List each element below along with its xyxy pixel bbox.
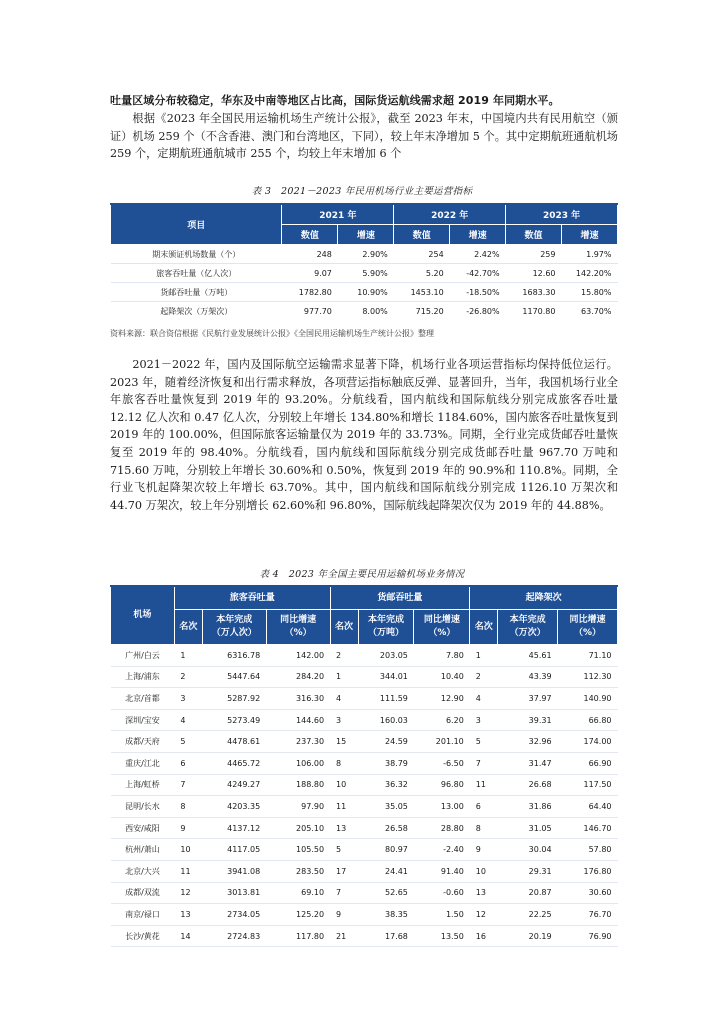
- table-cell: 21: [330, 925, 358, 947]
- table-cell: 37.97: [498, 688, 558, 710]
- table-cell: 5.20: [394, 264, 450, 283]
- table-cell: 3: [174, 688, 202, 710]
- table4-rank-header: 名次: [470, 610, 498, 645]
- table-cell: 31.05: [498, 817, 558, 839]
- table-cell: 4: [470, 688, 498, 710]
- table-cell: 11: [330, 796, 358, 818]
- table-cell: 63.70%: [562, 302, 618, 321]
- table-row: [111, 839, 618, 861]
- table-cell: 9.07: [282, 264, 338, 283]
- table-cell: 1170.80: [506, 302, 562, 321]
- table-cell: 71.10: [558, 645, 618, 667]
- table-cell: 316.30: [266, 688, 330, 710]
- table-cell: 31.47: [498, 752, 558, 774]
- table-cell: 7: [470, 752, 498, 774]
- paragraph-airport-count: [110, 110, 618, 163]
- table-cell: 2.42%: [474, 249, 500, 259]
- table-cell: 1683.30: [506, 283, 562, 302]
- table-cell: 10: [330, 774, 358, 796]
- table-cell: 203.05: [358, 645, 414, 667]
- table3-sub-header: 增速: [338, 225, 394, 245]
- table-cell: 4: [174, 709, 202, 731]
- table-cell: 26.58: [358, 817, 414, 839]
- table-cell: 4478.61: [202, 731, 266, 753]
- table-cell: 24.41: [358, 860, 414, 882]
- table-cell: 9: [470, 839, 498, 861]
- airport-name: 重庆/江北: [111, 752, 175, 774]
- table-cell: 97.90: [266, 796, 330, 818]
- table-cell: 4203.35: [202, 796, 266, 818]
- table-cell: 16: [470, 925, 498, 947]
- table-cell: -2.40: [414, 839, 470, 861]
- airport-name: 长沙/黄花: [111, 925, 175, 947]
- table-cell: 22.25: [498, 904, 558, 926]
- table3-sub-header: 增速: [562, 225, 618, 245]
- airport-name: 广州/白云: [111, 645, 175, 667]
- table-cell: 12.60: [506, 264, 562, 283]
- table-cell: 5287.92: [202, 688, 266, 710]
- row-label: 期末颁证机场数量（个）: [152, 249, 241, 259]
- table-row: [111, 302, 618, 321]
- table-cell: 30.04: [498, 839, 558, 861]
- table-cell: 9: [174, 817, 202, 839]
- table-cell: 176.80: [558, 860, 618, 882]
- table-cell: 1: [174, 645, 202, 667]
- table-row: [111, 264, 618, 283]
- table-cell: 5273.49: [202, 709, 266, 731]
- table4-rank-header: 名次: [330, 610, 358, 645]
- table-cell: 26.68: [498, 774, 558, 796]
- table-cell: 12: [470, 904, 498, 926]
- table-cell: 188.80: [266, 774, 330, 796]
- table-cell: 8: [470, 817, 498, 839]
- table-cell: 4249.27: [202, 774, 266, 796]
- paragraph-text: 2021－2022 年，国内及国际航空运输需求显著下降，机场行业各项运营指标均保持低位运行。2023 年，随着经济恢复和出行需求释放，各项营运指标触底反弹、显著回升，当年，我国机场行业全年旅客吞吐量恢复到 2019 年的 93.20%。分航线看，国内航线和国际航线分别完成旅客吞吐量 12.12 亿人次和 0.47 亿人次，分别较上年增长 134.80%和增长 1184.60%，国内旅客吞吐量恢复到 2019 年的 100.00%，但国际旅客运输量仅为 2019 年的 33.73%。同期，全行业完成货邮吞吐量恢复至 2019 年的 98.40%。分航线看，国内航线和国际航线分别完成货邮吞吐量 967.70 万吨和 715.60 万吨，分别较上年增长 30.60%和 0.50%，恢复到 2019 年的 90.9%和 110.8%。同期，全行业飞机起降架次较上年增长 63.70%。其中，国内航线和国际航线分别完成 1126.10 万架次和 44.70 万架次，较上年分别增长 62.60%和 96.80%，国际航线起降架次仅为 2019 年的 44.88%。: [110, 358, 618, 512]
- table-cell: 57.80: [558, 839, 618, 861]
- table-cell: 8: [174, 796, 202, 818]
- table-row: [111, 731, 618, 753]
- table-cell: 4: [330, 688, 358, 710]
- table-cell: 69.10: [266, 882, 330, 904]
- table-cell: 5447.64: [202, 666, 266, 688]
- table-row: [111, 752, 618, 774]
- table-row: [111, 882, 618, 904]
- table-cell: 52.65: [358, 882, 414, 904]
- airport-name: 成都/双流: [111, 882, 175, 904]
- table-cell: 13.00: [414, 796, 470, 818]
- airport-name: 昆明/长水: [111, 796, 175, 818]
- table-cell: 4465.72: [202, 752, 266, 774]
- table-cell: 117.80: [266, 925, 330, 947]
- table-cell: -42.70%: [450, 264, 506, 283]
- table-cell: 64.40: [558, 796, 618, 818]
- table-cell: 76.90: [558, 925, 618, 947]
- table-cell: 14: [174, 925, 202, 947]
- table3-operating-indicators: [110, 203, 618, 320]
- table-cell: 2.90%: [362, 249, 388, 259]
- table-cell: 1.97%: [586, 249, 612, 259]
- table4-sub-header: 本年完成 （万吨）: [358, 610, 414, 645]
- table-cell: 259: [540, 249, 556, 259]
- table-row: [111, 796, 618, 818]
- table-cell: 11: [174, 860, 202, 882]
- table-cell: 4117.05: [202, 839, 266, 861]
- table-cell: 7: [174, 774, 202, 796]
- table-cell: 80.97: [358, 839, 414, 861]
- table-cell: 1782.80: [282, 283, 338, 302]
- table-cell: 36.32: [358, 774, 414, 796]
- table-cell: 17: [330, 860, 358, 882]
- table-cell: 4137.12: [202, 817, 266, 839]
- table-cell: 1.50: [414, 904, 470, 926]
- table-cell: 30.60: [558, 882, 618, 904]
- table-cell: -6.50: [414, 752, 470, 774]
- table-row: [111, 645, 618, 667]
- table-cell: 146.70: [558, 817, 618, 839]
- table-cell: 10: [470, 860, 498, 882]
- table4-caption: 表 4 2023 年全国主要民用运输机场业务情况: [259, 569, 465, 580]
- table-cell: 111.59: [358, 688, 414, 710]
- table-cell: 13.50: [414, 925, 470, 947]
- table-cell: 66.80: [558, 709, 618, 731]
- table-cell: 144.60: [266, 709, 330, 731]
- table-cell: 205.10: [266, 817, 330, 839]
- airport-name: 杭州/萧山: [111, 839, 175, 861]
- table-cell: 20.87: [498, 882, 558, 904]
- table4-sub-header: 同比增速 （%）: [558, 610, 618, 645]
- table-cell: 112.30: [558, 666, 618, 688]
- table-cell: 12.90: [414, 688, 470, 710]
- table-cell: 5: [470, 731, 498, 753]
- table-cell: 3941.08: [202, 860, 266, 882]
- table3-year-header: 2022 年: [394, 204, 506, 225]
- table-cell: 3013.81: [202, 882, 266, 904]
- table-cell: 117.50: [558, 774, 618, 796]
- table-cell: 29.31: [498, 860, 558, 882]
- table-cell: 715.20: [394, 302, 450, 321]
- table-cell: 2: [330, 645, 358, 667]
- table-cell: 7.80: [414, 645, 470, 667]
- table-cell: 38.35: [358, 904, 414, 926]
- table-cell: 15: [330, 731, 358, 753]
- row-label: 旅客吞吐量（亿人次）: [111, 264, 282, 283]
- table3-item-header: 项目: [111, 204, 282, 245]
- table-cell: 3: [470, 709, 498, 731]
- table-cell: 10.40: [414, 666, 470, 688]
- table-cell: 9: [330, 904, 358, 926]
- table4-rank-header: 名次: [174, 610, 202, 645]
- table-row: [111, 283, 618, 302]
- table4-body: [111, 645, 618, 947]
- table-cell: 17.68: [358, 925, 414, 947]
- row-label: 起降架次（万架次）: [111, 302, 282, 321]
- table4-group-header: 货邮吞吐量: [330, 586, 470, 610]
- table4-airport-header: 机场: [111, 586, 175, 645]
- table-cell: 96.80: [414, 774, 470, 796]
- table3-sub-header: 数值: [282, 225, 338, 245]
- table-cell: 76.70: [558, 904, 618, 926]
- table-cell: 39.31: [498, 709, 558, 731]
- table-cell: 32.96: [498, 731, 558, 753]
- airport-name: 深圳/宝安: [111, 709, 175, 731]
- table3-sub-header: 增速: [450, 225, 506, 245]
- table-cell: 344.01: [358, 666, 414, 688]
- table-cell: 160.03: [358, 709, 414, 731]
- table-cell: 8.00%: [338, 302, 394, 321]
- table-cell: 5.90%: [338, 264, 394, 283]
- table-cell: 105.50: [266, 839, 330, 861]
- table-cell: 2: [470, 666, 498, 688]
- table-row: [111, 688, 618, 710]
- table-cell: 6: [470, 796, 498, 818]
- paragraph-traffic-recovery: [110, 356, 618, 514]
- table3-year-header: 2023 年: [506, 204, 618, 225]
- table-cell: 142.20%: [562, 264, 618, 283]
- table-row: [111, 925, 618, 947]
- table-row: [111, 860, 618, 882]
- table4-sub-header: 同比增速 （%）: [414, 610, 470, 645]
- table-cell: 248: [316, 249, 332, 259]
- table-cell: 6316.78: [202, 645, 266, 667]
- table-row: [111, 817, 618, 839]
- table-cell: -26.80%: [450, 302, 506, 321]
- table-cell: 15.80%: [562, 283, 618, 302]
- table-cell: 28.80: [414, 817, 470, 839]
- airport-name: 北京/大兴: [111, 860, 175, 882]
- table-row: [111, 245, 618, 264]
- table-row: [111, 709, 618, 731]
- table-cell: 10: [174, 839, 202, 861]
- table-cell: 31.86: [498, 796, 558, 818]
- airport-name: 成都/天府: [111, 731, 175, 753]
- row-label: 货邮吞吐量（万吨）: [111, 283, 282, 302]
- table4-major-airports: [110, 585, 618, 947]
- table4-group-header: 旅客吞吐量: [174, 586, 330, 610]
- table-cell: 2724.83: [202, 925, 266, 947]
- table-cell: 12: [174, 882, 202, 904]
- table-cell: 10.90%: [338, 283, 394, 302]
- table3-caption: 表 3 2021－2023 年民用机场行业主要运营指标: [251, 186, 473, 197]
- table-cell: -18.50%: [450, 283, 506, 302]
- table3-sub-header: 数值: [394, 225, 450, 245]
- airport-name: 南京/禄口: [111, 904, 175, 926]
- table-cell: 174.00: [558, 731, 618, 753]
- table-cell: 7: [330, 882, 358, 904]
- table4-sub-header: 本年完成 （万次）: [498, 610, 558, 645]
- table3-year-header: 2021 年: [282, 204, 394, 225]
- table-cell: -0.60: [414, 882, 470, 904]
- table-cell: 3: [330, 709, 358, 731]
- table-row: [111, 666, 618, 688]
- table-cell: 140.90: [558, 688, 618, 710]
- table3-source-note: 资料来源：联合资信根据《民航行业发展统计公报》《全国民用运输机场生产统计公报》整理: [110, 329, 434, 338]
- table-cell: 20.19: [498, 925, 558, 947]
- table-cell: 125.20: [266, 904, 330, 926]
- table-cell: 237.30: [266, 731, 330, 753]
- table4-group-header: 起降架次: [470, 586, 618, 610]
- table-cell: 254: [428, 249, 444, 259]
- table-cell: 66.90: [558, 752, 618, 774]
- airport-name: 西安/咸阳: [111, 817, 175, 839]
- table-cell: 6: [174, 752, 202, 774]
- table-cell: 43.39: [498, 666, 558, 688]
- table4-sub-header: 同比增速 （%）: [266, 610, 330, 645]
- table-cell: 35.05: [358, 796, 414, 818]
- table-cell: 13: [330, 817, 358, 839]
- table-row: [111, 904, 618, 926]
- table-cell: 1453.10: [394, 283, 450, 302]
- table-cell: 1: [330, 666, 358, 688]
- table-cell: 977.70: [282, 302, 338, 321]
- table3-sub-header: 数值: [506, 225, 562, 245]
- table-cell: 45.61: [498, 645, 558, 667]
- table-cell: 8: [330, 752, 358, 774]
- table-cell: 283.50: [266, 860, 330, 882]
- section-heading: 吐量区域分布较稳定，华东及中南等地区占比高，国际货运航线需求超 2019 年同期水平。: [110, 94, 560, 107]
- table-cell: 24.59: [358, 731, 414, 753]
- table-cell: 2: [174, 666, 202, 688]
- table-cell: 91.40: [414, 860, 470, 882]
- table4-sub-header: 本年完成 （万人次）: [202, 610, 266, 645]
- paragraph-text: 根据《2023 年全国民用运输机场生产统计公报》，截至 2023 年末，中国境内共有民用航空（颁证）机场 259 个（不含香港、澳门和台湾地区，下同），较上年末净增加 5 个。其中定期航班通航机场 259 个，定期航班通航城市 255 个，均较上年末增加 6 个: [110, 112, 618, 161]
- table-cell: 13: [470, 882, 498, 904]
- airport-name: 上海/浦东: [111, 666, 175, 688]
- table-cell: 38.79: [358, 752, 414, 774]
- table-cell: 201.10: [414, 731, 470, 753]
- table-cell: 5: [330, 839, 358, 861]
- table-cell: 1: [470, 645, 498, 667]
- table-cell: 106.00: [266, 752, 330, 774]
- table-row: [111, 774, 618, 796]
- table-cell: 142.00: [266, 645, 330, 667]
- airport-name: 上海/虹桥: [111, 774, 175, 796]
- table-cell: 11: [470, 774, 498, 796]
- table-cell: 13: [174, 904, 202, 926]
- airport-name: 北京/首都: [111, 688, 175, 710]
- table-cell: 6.20: [414, 709, 470, 731]
- table-cell: 2734.05: [202, 904, 266, 926]
- table-cell: 5: [174, 731, 202, 753]
- table-cell: 284.20: [266, 666, 330, 688]
